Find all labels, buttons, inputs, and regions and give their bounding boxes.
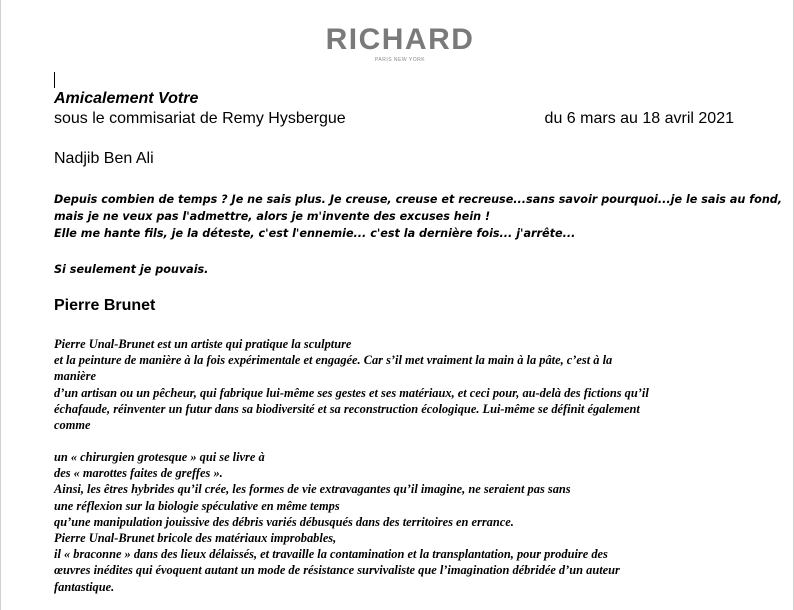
artist2-bio-part1[interactable] <box>54 336 754 433</box>
logo-name: RICHARD <box>325 23 475 56</box>
text-line: échafaude, réinventer un futur dans sa biodiversité et sa reconstruction écologique. Lui-même se définit également <box>54 401 640 416</box>
exhibition-dates: du 6 mars au 18 avril 2021 <box>544 110 734 127</box>
text-line: qu’une manipulation jouissive des débris variés débusqués dans des territoires en errance. <box>54 514 514 529</box>
text-line: et la peinture de manière à la fois expérimentale et engagée. Car s’il met vraiment la main à la pâte, c’est à la <box>54 353 613 368</box>
text-line: un « chirurgien grotesque » qui se livre à <box>54 450 265 464</box>
text-line: des « marottes faites de greffes ». <box>54 466 223 481</box>
gallery-logo <box>320 24 480 64</box>
exhibition-title[interactable]: Amicalement Votre <box>54 90 199 107</box>
page-edge-left <box>0 0 1 610</box>
text-line: Elle me hante fils, je la déteste, c'est l'ennemie... c'est la dernière fois... j'arrête... <box>54 227 576 240</box>
text-line: manière <box>54 369 96 384</box>
text-line: il « braconne » dans des lieux délaissés, et travaille la contamination et la transplantation, pour produire des <box>54 547 608 562</box>
text-line: Ainsi, les êtres hybrides qu’il crée, les formes de vie extravagantes qu’il imagine, ne seraient pas sans <box>54 482 571 497</box>
text-line: comme <box>54 418 91 433</box>
text-line: d’un artisan ou un pêcheur, qui fabrique lui-même ses gestes et ses matériaux, et ceci pour, au-delà des fictions qu’il <box>54 385 649 400</box>
artist-name-pierre[interactable]: Pierre Brunet <box>54 297 156 314</box>
text-line: Pierre Unal-Brunet bricole des matériaux improbables, <box>54 531 337 546</box>
text-line: Depuis combien de temps ? Je ne sais plus. Je creuse, creuse et recreuse...sans savoir pourquoi...je le sais au fond, <box>54 193 783 206</box>
text-line: Pierre Unal-Brunet est un artiste qui pratique la sculpture <box>54 337 352 351</box>
text-line: œuvres inédites qui évoquent autant un mode de résistance survivaliste que l’imagination débridée d’un auteur <box>54 563 620 578</box>
artist1-text[interactable] <box>54 191 783 242</box>
logo-subtitle: PARIS NEW YORK <box>374 57 426 63</box>
text-line: mais je ne veux pas l'admettre, alors je m'invente des excuses hein ! <box>54 210 491 223</box>
exhibition-info-line[interactable] <box>54 110 744 128</box>
text-cursor <box>54 72 55 88</box>
artist2-bio-part2[interactable] <box>54 449 754 595</box>
text-line: une réflexion sur la biologie spéculative en même temps <box>54 498 340 513</box>
artist-name-nadjib[interactable]: Nadjib Ben Ali <box>54 150 154 167</box>
artist1-closing[interactable]: Si seulement je pouvais. <box>54 263 209 276</box>
curator-text: sous le commisariat de Remy Hysbergue <box>54 110 346 127</box>
text-line: fantastique. <box>54 579 115 594</box>
